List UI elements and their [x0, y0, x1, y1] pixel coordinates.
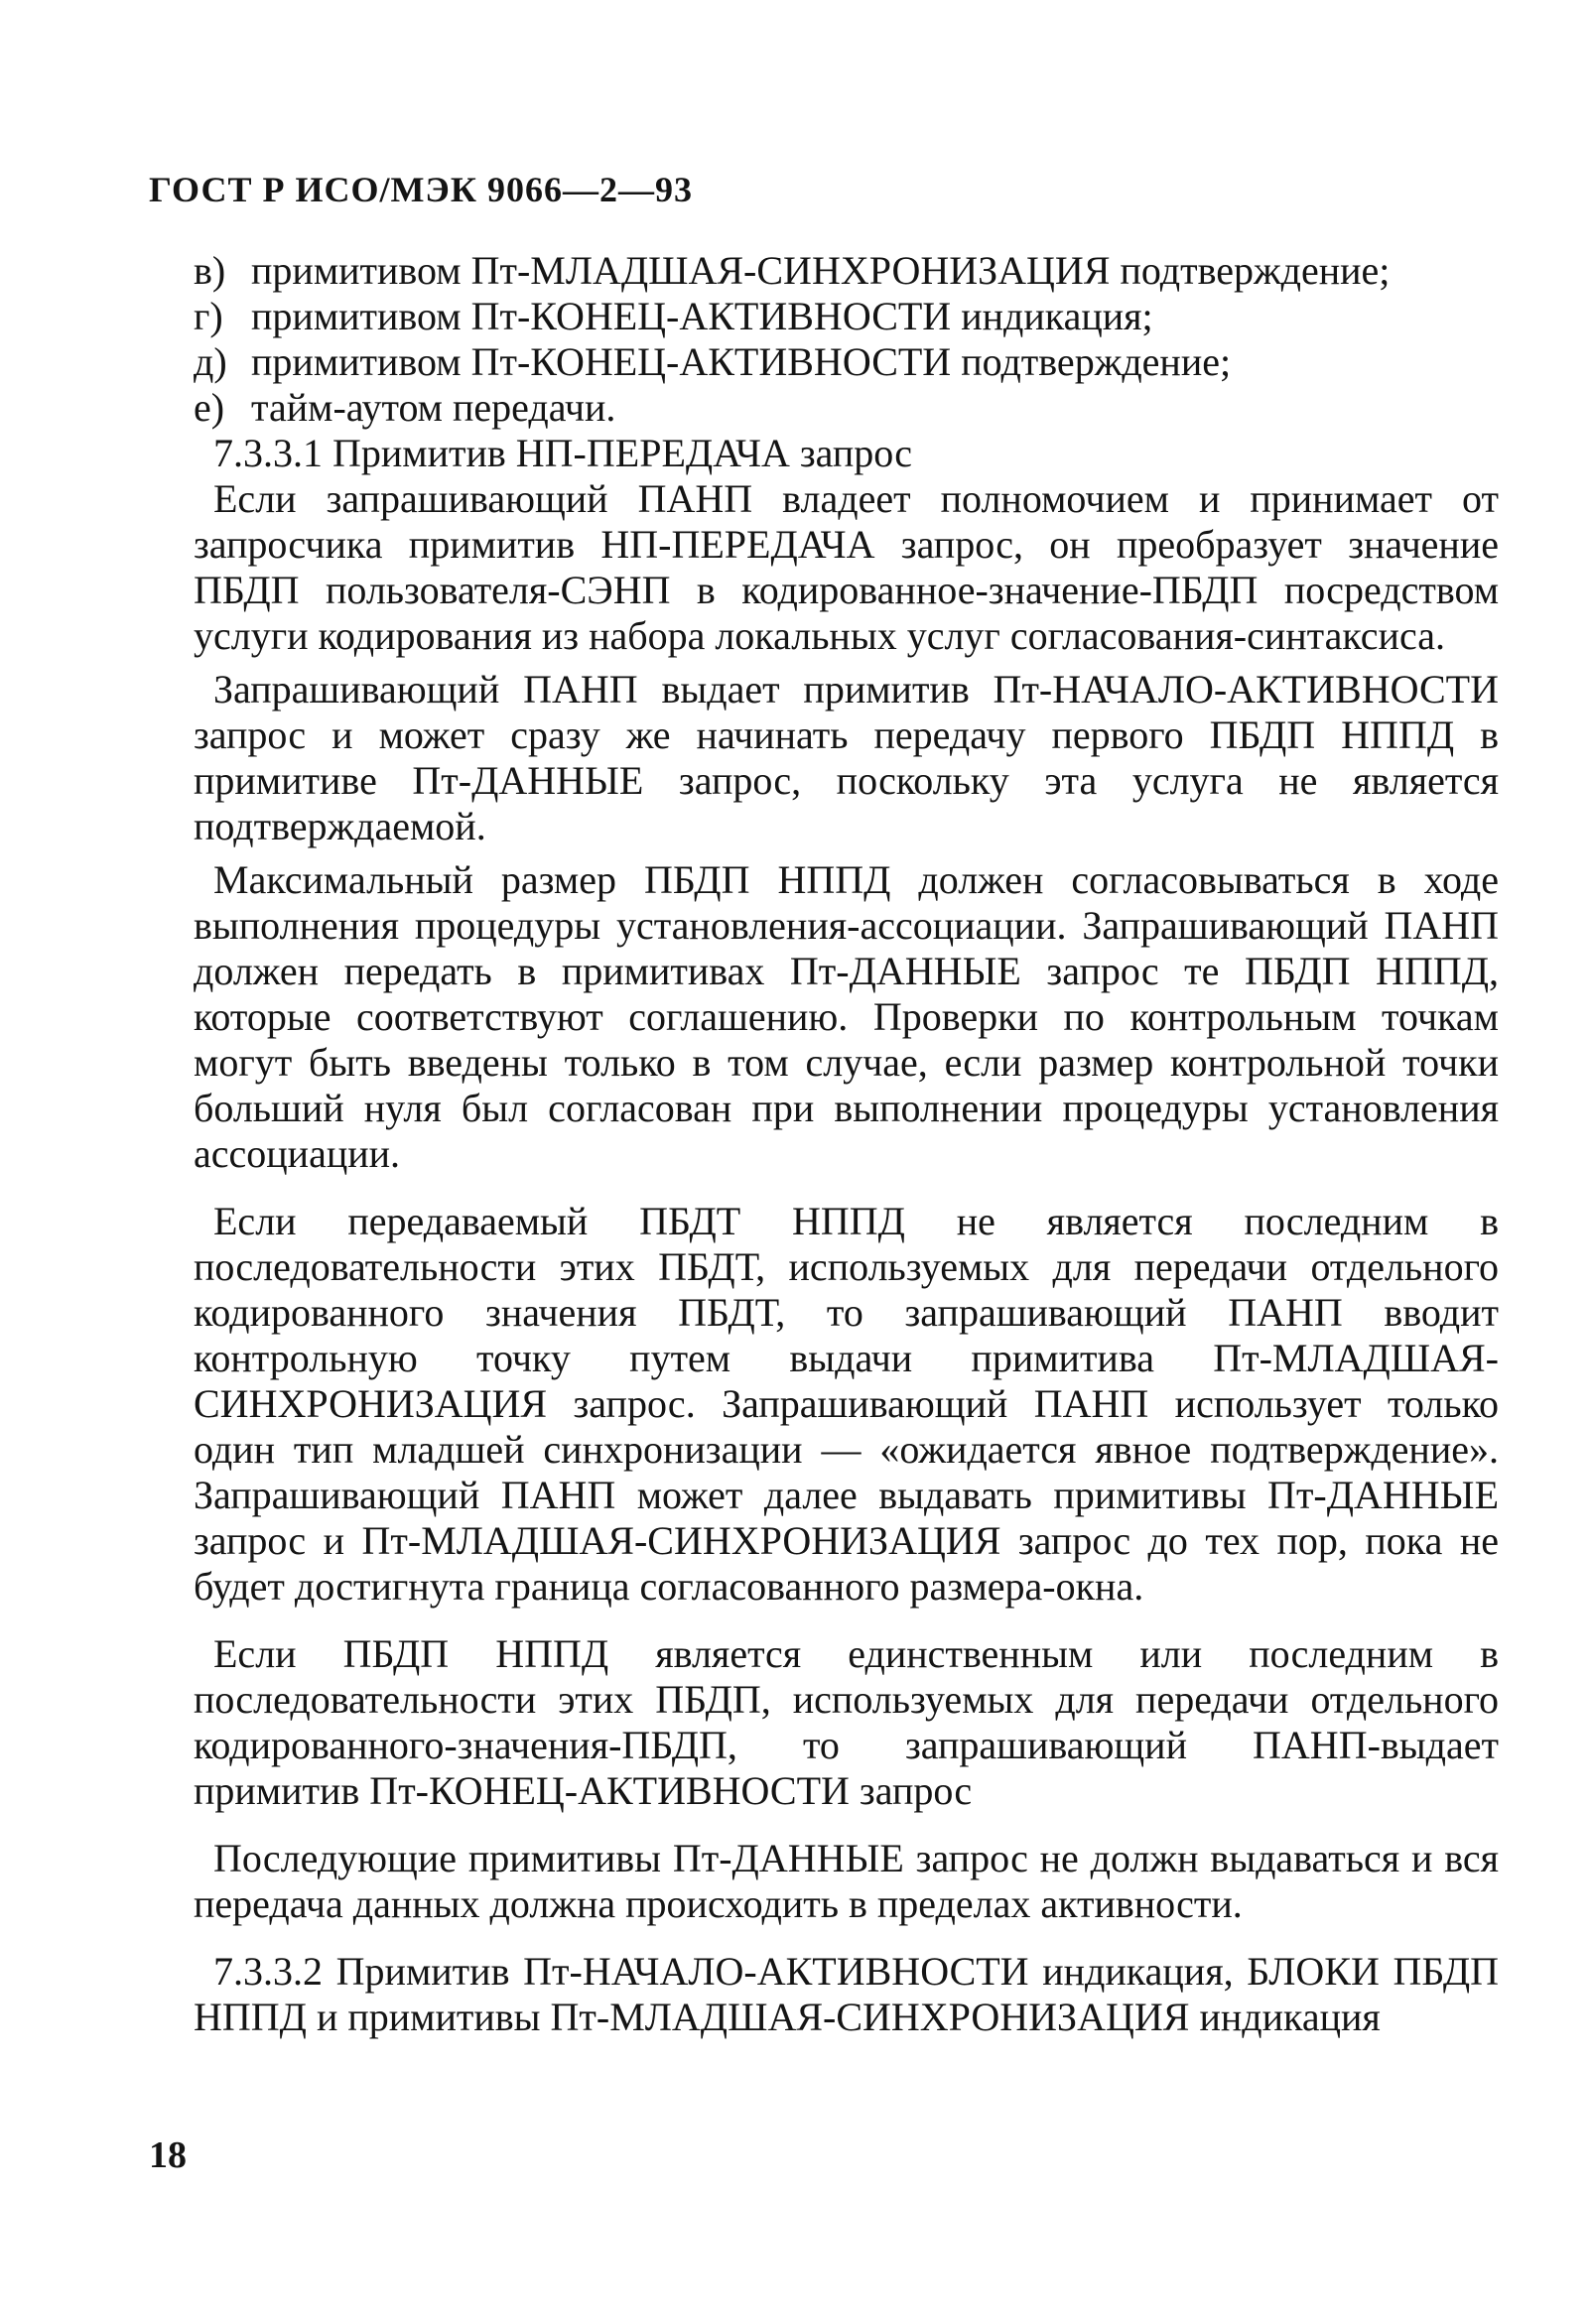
list-marker: д)	[194, 339, 227, 384]
paragraph: Максимальный размер ПБДП НППД должен согласовываться в ходе выполнения процедуры установления-ассоциации. Запрашивающий ПАНП должен передать в примитивах Пт-ДАННЫЕ запрос те ПБДП НППД, которые соответствуют соглашению. Проверки по контрольным точкам могут быть введены только в том случае, если размер контрольной точки больший нуля был согласован при выполнении процедуры установления ассоциации.	[194, 857, 1499, 1176]
list-item-text: примитивом Пт-МЛАДШАЯ-СИНХРОНИЗАЦИЯ подтверждение;	[251, 248, 1391, 293]
section-heading-7-3-3-1: 7.3.3.1 Примитив НП-ПЕРЕДАЧА запрос	[213, 431, 913, 475]
paragraph: Последующие примитивы Пт-ДАННЫЕ запрос не должн выдаваться и вся передача данных должна происходить в пределах активности.	[194, 1836, 1499, 1926]
list-item-text: примитивом Пт-КОНЕЦ-АКТИВНОСТИ подтверждение;	[251, 339, 1232, 384]
paragraph: Если передаваемый ПБДТ НППД не является последним в последовательности этих ПБДТ, используемых для передачи отдельного кодированного значения ПБДТ, то запрашивающий ПАНП вводит контрольную точку путем выдачи примитива Пт-МЛАДШАЯ-СИНХРОНИЗАЦИЯ запрос. Запрашивающий ПАНП использует только один тип младшей синхронизации — «ожидается явное подтверждение». Запрашивающий ПАНП может далее выдавать примитивы Пт-ДАННЫЕ запрос и Пт-МЛАДШАЯ-СИНХРОНИЗАЦИЯ запрос до тех пор, пока не будет достигнута граница согласованного размера-окна.	[194, 1199, 1499, 1609]
list-item-text: тайм-аутом передачи.	[251, 385, 616, 430]
list-item-text: примитивом Пт-КОНЕЦ-АКТИВНОСТИ индикация;	[251, 294, 1153, 338]
paragraph: Если ПБДП НППД является единственным или последним в последовательности этих ПБДП, используемых для передачи отдельного кодированного-значения-ПБДП, то запрашивающий ПАНП-выдает примитив Пт-КОНЕЦ-АКТИВНОСТИ запрос	[194, 1631, 1499, 1813]
document-body	[194, 248, 1499, 2048]
section-heading-7-3-3-2: 7.3.3.2 Примитив Пт-НАЧАЛО-АКТИВНОСТИ индикация, БЛОКИ ПБДП НППД и примитивы Пт-МЛАДШАЯ-СИНХРОНИЗАЦИЯ индикация	[194, 1949, 1499, 2039]
paragraph: Если запрашивающий ПАНП владеет полномочием и принимает от запросчика примитив НП-ПЕРЕДАЧА запрос, он преобразует значение ПБДП пользователя-СЭНП в кодированное-значение-ПБДП посредством услуги кодирования из набора локальных услуг согласования-синтаксиса.	[194, 476, 1499, 658]
list-item	[194, 339, 1499, 385]
list-marker: г)	[194, 294, 223, 338]
list-item	[194, 385, 1499, 431]
list-item	[194, 294, 1499, 339]
list-marker: е)	[194, 385, 225, 430]
list-marker: в)	[194, 248, 226, 293]
paragraph: Запрашивающий ПАНП выдает примитив Пт-НАЧАЛО-АКТИВНОСТИ запрос и может сразу же начинать передачу первого ПБДП НППД в примитиве Пт-ДАННЫЕ запрос, поскольку эта услуга не является подтверждаемой.	[194, 667, 1499, 848]
document-header: ГОСТ Р ИСО/МЭК 9066—2—93	[149, 170, 693, 209]
page-number: 18	[149, 2134, 187, 2176]
list-item	[194, 248, 1499, 294]
